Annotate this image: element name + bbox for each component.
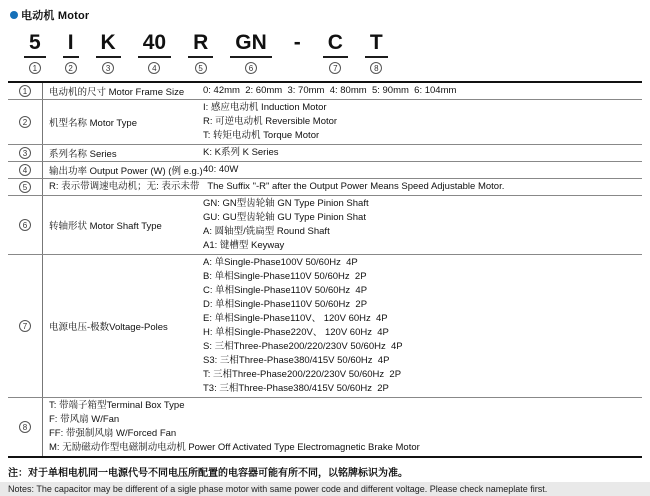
note-en: Notes: The capacitor may be different of a sigle phase motor with same power code and different voltage. Please check nameplate first. bbox=[8, 484, 548, 494]
code-segment bbox=[63, 31, 79, 74]
code-segment bbox=[365, 31, 388, 74]
code-separator bbox=[289, 31, 306, 58]
row-body bbox=[43, 145, 642, 161]
row-number-cell bbox=[8, 398, 43, 456]
row-value: K: K系列 K Series bbox=[203, 147, 279, 158]
code-char: T bbox=[365, 31, 388, 58]
row-number-cell bbox=[8, 196, 43, 254]
circled-number: 6 bbox=[19, 219, 31, 231]
table-row bbox=[8, 83, 642, 100]
circled-number: 5 bbox=[19, 181, 31, 193]
row-value: D: 单相Single-Phase110V 50/60Hz 2P bbox=[203, 299, 368, 310]
row-value: T: 带端子箱型Terminal Box Type bbox=[49, 400, 185, 411]
row-values bbox=[203, 83, 642, 99]
row-attribute: 电源电压-极数Voltage-Poles bbox=[49, 322, 168, 333]
row-value: GU: GU型齿轮轴 GU Type Pinion Shat bbox=[203, 212, 366, 223]
code-char: R bbox=[188, 31, 213, 58]
row-body bbox=[43, 83, 642, 99]
code-char: - bbox=[293, 31, 301, 54]
row-values bbox=[203, 100, 642, 144]
model-code bbox=[24, 31, 650, 79]
row-value: A: 圆轴型/铣扁型 Round Shaft bbox=[203, 226, 330, 237]
row-body bbox=[43, 179, 642, 195]
row-body bbox=[43, 162, 642, 178]
row-value: F: 带风扇 W/Fan bbox=[49, 414, 120, 425]
row-body bbox=[43, 255, 642, 397]
circled-number: 3 bbox=[102, 62, 114, 74]
row-number-cell bbox=[8, 100, 43, 144]
row-number-cell bbox=[8, 255, 43, 397]
circled-number: 4 bbox=[19, 164, 31, 176]
circled-number: 6 bbox=[245, 62, 257, 74]
row-value: C: 单相Single-Phase110V 50/60Hz 4P bbox=[203, 285, 368, 296]
row-values bbox=[203, 145, 642, 161]
circled-number: 8 bbox=[19, 421, 31, 433]
row-number-cell bbox=[8, 145, 43, 161]
circled-number: 1 bbox=[19, 85, 31, 97]
row-value: R: 可逆电动机 Reversible Motor bbox=[203, 116, 338, 127]
row-values bbox=[203, 196, 642, 254]
row-attribute: 转轴形状 Motor Shaft Type bbox=[49, 221, 162, 232]
table-row bbox=[8, 398, 642, 456]
row-body bbox=[43, 398, 642, 456]
row-value: E: 单相Single-Phase110V、 120V 60Hz 4P bbox=[203, 313, 388, 324]
code-char: 5 bbox=[24, 31, 46, 58]
row-value: A: 单Single-Phase100V 50/60Hz 4P bbox=[203, 257, 358, 268]
row-value: T: 转矩电动机 Torque Motor bbox=[203, 130, 320, 141]
code-segment bbox=[230, 31, 272, 74]
row-value: H: 单相Single-Phase220V、 120V 60Hz 4P bbox=[203, 327, 389, 338]
code-char: I bbox=[63, 31, 79, 58]
code-segment bbox=[188, 31, 213, 74]
note-zh: 注：对于单相电机同一电源代号不同电压所配置的电容器可能有所不同，以铭牌标识为准。 bbox=[8, 468, 408, 479]
circled-number: 2 bbox=[19, 116, 31, 128]
table-row bbox=[8, 179, 642, 196]
row-value: 0: 42mm 2: 60mm 3: 70mm 4: 80mm 5: 90mm 6: 104mm bbox=[203, 85, 457, 96]
row-value: A1: 键槽型 Keyway bbox=[203, 240, 285, 251]
row-value: R: 表示带调速电动机；无: 表示未带 The Suffix "-R" after the Output Power Means Speed Adjustable Motor. bbox=[49, 181, 505, 192]
section-title: 电动机 Motor bbox=[21, 10, 90, 22]
row-value: T: 三相Three-Phase200/220/230V 50/60Hz 2P bbox=[203, 369, 402, 380]
row-attribute: 电动机的尺寸 Motor Frame Size bbox=[49, 87, 185, 98]
code-char: C bbox=[323, 31, 348, 58]
row-number-cell bbox=[8, 179, 43, 195]
row-value: M: 无励磁动作型电磁制动电动机 Power Off Activated Type Electromagnetic Brake Motor bbox=[49, 442, 420, 453]
row-value: FF: 带强制风扇 W/Forced Fan bbox=[49, 428, 177, 439]
row-body bbox=[43, 196, 642, 254]
spec-table bbox=[8, 81, 642, 458]
code-char: GN bbox=[230, 31, 272, 58]
row-value: S: 三相Three-Phase200/220/230V 50/60Hz 4P bbox=[203, 341, 403, 352]
row-attribute: 输出功率 Output Power (W) (例 e.g.) bbox=[49, 166, 203, 177]
code-segment bbox=[96, 31, 121, 74]
section-header bbox=[0, 0, 650, 23]
row-number-cell bbox=[8, 83, 43, 99]
notes-block bbox=[8, 467, 650, 496]
table-row bbox=[8, 196, 642, 255]
table-row bbox=[8, 145, 642, 162]
code-segment bbox=[138, 31, 171, 74]
circled-number: 5 bbox=[195, 62, 207, 74]
circled-number: 2 bbox=[65, 62, 77, 74]
code-segment bbox=[323, 31, 348, 74]
row-value: B: 单相Single-Phase110V 50/60Hz 2P bbox=[203, 271, 367, 282]
circled-number: 7 bbox=[19, 320, 31, 332]
circled-number: 7 bbox=[329, 62, 341, 74]
row-value: 40: 40W bbox=[203, 164, 239, 175]
circled-number: 1 bbox=[29, 62, 41, 74]
row-attribute: 系列名称 Series bbox=[49, 149, 117, 160]
circled-number: 4 bbox=[148, 62, 160, 74]
circled-number: 3 bbox=[19, 147, 31, 159]
row-values bbox=[203, 255, 642, 397]
table-row bbox=[8, 255, 642, 398]
row-value: GN: GN型齿轮轴 GN Type Pinion Shaft bbox=[203, 198, 369, 209]
row-body bbox=[43, 100, 642, 144]
code-segment bbox=[24, 31, 46, 74]
table-row bbox=[8, 162, 642, 179]
bullet-icon bbox=[10, 11, 18, 19]
row-value: I: 感应电动机 Induction Motor bbox=[203, 102, 327, 113]
table-row bbox=[8, 100, 642, 145]
code-char: 40 bbox=[138, 31, 171, 58]
circled-number: 8 bbox=[370, 62, 382, 74]
row-value: S3: 三相Three-Phase380/415V 50/60Hz 4P bbox=[203, 355, 390, 366]
row-values bbox=[203, 162, 642, 178]
row-number-cell bbox=[8, 162, 43, 178]
row-attribute: 机型名称 Motor Type bbox=[49, 118, 137, 129]
row-value: T3: 三相Three-Phase380/415V 50/60Hz 2P bbox=[203, 383, 389, 394]
code-char: K bbox=[96, 31, 121, 58]
